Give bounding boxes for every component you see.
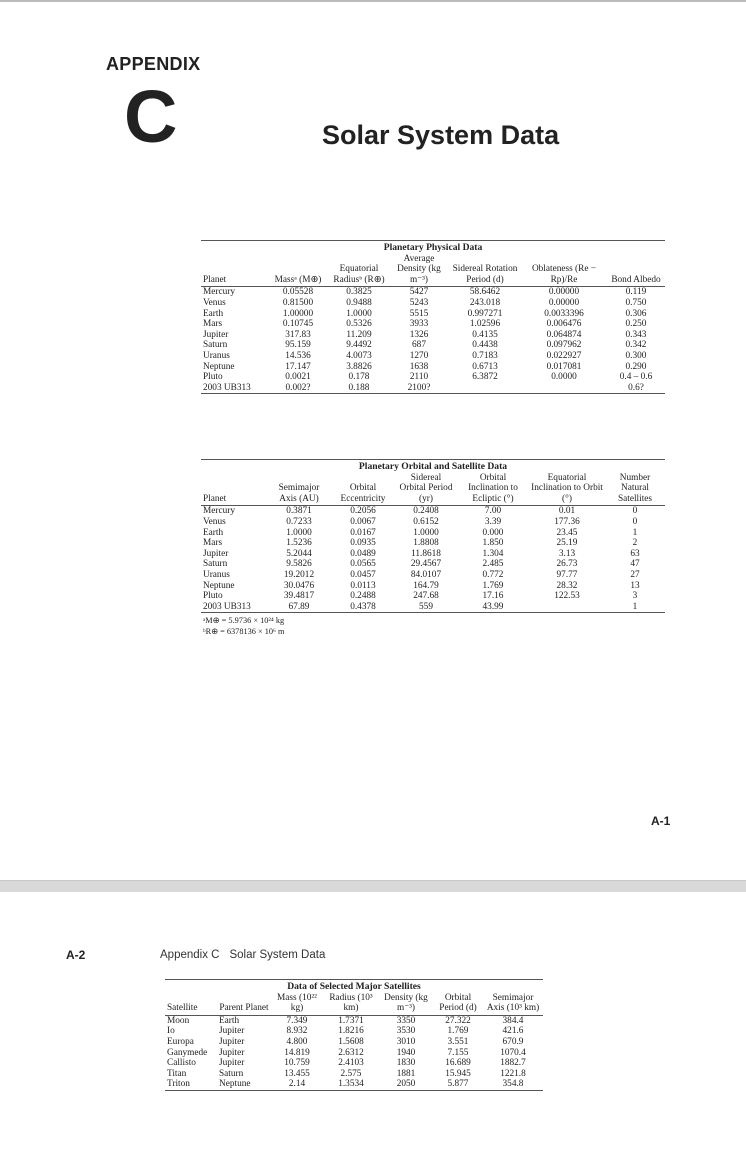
table-row (201, 506, 665, 517)
table-cell: 23.45 (556, 527, 578, 538)
table-cell: 0 (632, 516, 638, 527)
table-row (165, 1048, 543, 1059)
table-cell: Saturn (219, 1068, 244, 1079)
table-cell: 1326 (409, 329, 429, 340)
column-header: Bond Albedo (607, 254, 665, 287)
column-header: Equatorial Radiusᵇ (R⊕) (329, 254, 389, 287)
table-cell: 0.772 (482, 569, 504, 580)
table-cell: 27 (630, 569, 640, 580)
page-number: A-1 (651, 814, 671, 828)
orbital-table-title: Planetary Orbital and Satellite Data (358, 461, 508, 472)
table-cell: 9.5826 (286, 559, 312, 570)
table-cell: 5.2044 (286, 548, 312, 559)
table-cell: Earth (203, 527, 224, 538)
running-head-appendix: Appendix C (160, 949, 220, 961)
table-cell: 3.8826 (346, 361, 372, 372)
table-cell: 0.0489 (350, 548, 376, 559)
table-row (201, 517, 665, 528)
table-cell: Triton (165, 1079, 217, 1090)
table-cell: 3 (632, 591, 638, 602)
column-header: Average Density (kg m⁻³) (389, 254, 449, 287)
table-cell: Venus (203, 516, 226, 527)
table-cell: 0.000 (482, 527, 504, 538)
column-header: Number Natural Satellites (605, 473, 665, 506)
table-cell: 0.7233 (286, 516, 312, 527)
table-cell: 27.322 (445, 1015, 471, 1026)
table-cell: 2110 (409, 372, 429, 383)
table-cell: 1.769 (482, 580, 504, 591)
table-cell: 1.0000 (286, 527, 312, 538)
table-cell: 1.00000 (282, 308, 314, 319)
table-cell: 0.0021 (285, 372, 311, 383)
table-cell: 0.0000 (551, 372, 577, 383)
table-cell: 0.064874 (546, 329, 582, 340)
table-cell: 0.0113 (350, 580, 376, 591)
column-header: Oblateness (Re − Rp)/Re (521, 254, 607, 287)
table-cell: 16.689 (445, 1058, 471, 1069)
column-header: Planet (201, 254, 267, 287)
table-cell: 1.5608 (338, 1036, 364, 1047)
table-row (201, 528, 665, 539)
table-cell: 97.77 (556, 569, 578, 580)
table-cell: 43.99 (457, 602, 529, 613)
table-cell: 421.6 (502, 1026, 524, 1037)
table-cell: 0.01 (558, 506, 576, 517)
table-cell: 14.536 (285, 350, 311, 361)
physical-table-title: Planetary Physical Data (383, 242, 483, 253)
column-header: Orbital Inclination to Ecliptic (°) (457, 473, 529, 506)
table-cell: 0.250 (625, 319, 647, 330)
table-row (201, 340, 665, 351)
table-cell: Pluto (203, 372, 223, 383)
table-cell: 1.0000 (413, 527, 439, 538)
table-cell: 1270 (409, 350, 429, 361)
table-cell: 0.6152 (413, 516, 439, 527)
table-cell: 0.290 (625, 361, 647, 372)
table-cell: 6.3872 (472, 372, 498, 383)
table-cell: Jupiter (219, 1026, 245, 1037)
table-cell: 19.2012 (283, 569, 315, 580)
column-header: Equatorial Inclination to Orbit (°) (529, 473, 605, 506)
table-row (201, 351, 665, 362)
table-cell: 67.89 (267, 602, 331, 613)
table-cell: Neptune (203, 580, 235, 591)
column-header: Mass (10²² kg) (271, 993, 323, 1016)
appendix-label: APPENDIX (106, 54, 201, 74)
table-row (165, 1069, 543, 1080)
table-cell: 122.53 (554, 591, 580, 602)
orbital-footnotes (201, 615, 665, 637)
table-cell: 0.3871 (286, 506, 312, 517)
table-cell: 1.5236 (286, 538, 312, 549)
table-cell: 0.4 – 0.6 (619, 372, 653, 383)
table-cell: 14.819 (284, 1047, 310, 1058)
table-cell: 0.0067 (350, 516, 376, 527)
table-cell: Jupiter (203, 329, 229, 340)
column-header: Semimajor Axis (AU) (267, 473, 331, 506)
column-header: Semimajor Axis (10³ km) (483, 993, 543, 1016)
table-cell: Jupiter (219, 1047, 245, 1058)
table-cell: 0.306 (625, 308, 647, 319)
table-cell: 17.16 (482, 591, 504, 602)
table-cell: 317.83 (285, 329, 311, 340)
table-cell: 1070.4 (500, 1047, 526, 1058)
table-cell: 3.39 (484, 516, 502, 527)
table-cell: 2003 UB313 (201, 602, 267, 613)
table-cell: 0.300 (625, 350, 647, 361)
table-cell: Ganymede (167, 1047, 208, 1058)
table-row (201, 549, 665, 560)
table-cell: 0.997271 (467, 308, 503, 319)
table-cell: 17.147 (285, 361, 311, 372)
physical-data-table (201, 240, 665, 394)
column-header: Satellite (165, 993, 217, 1016)
table-cell: 2.4103 (338, 1058, 364, 1069)
table-row (201, 319, 665, 330)
table-cell: 47 (630, 559, 640, 570)
table-cell: 1.3534 (323, 1079, 379, 1090)
column-header: Sidereal Orbital Period (yr) (395, 473, 457, 506)
table-row (201, 362, 665, 373)
table-cell: Neptune (217, 1079, 271, 1090)
table-cell: 0.750 (625, 297, 647, 308)
table-cell: 15.945 (445, 1068, 471, 1079)
satellite-data-table (165, 979, 543, 1091)
column-header: Planet (201, 473, 267, 506)
table-cell: Jupiter (219, 1036, 245, 1047)
table-cell: 0.0565 (350, 559, 376, 570)
table-cell: 1.7371 (338, 1015, 364, 1026)
table-cell: 164.79 (413, 580, 439, 591)
table-cell: 0.343 (625, 329, 647, 340)
table-cell: 0.10745 (282, 319, 314, 330)
table-cell: 13.455 (284, 1068, 310, 1079)
table-cell: 26.73 (556, 559, 578, 570)
table-cell: 1.0000 (346, 308, 372, 319)
table-cell: 29.4567 (410, 559, 442, 570)
table-cell: 247.68 (413, 591, 439, 602)
table-cell: 177.36 (554, 516, 580, 527)
column-header: Parent Planet (217, 993, 271, 1016)
table-cell: Callisto (167, 1058, 196, 1069)
table-cell: 0.097962 (546, 340, 582, 351)
table-cell: 354.8 (483, 1079, 543, 1090)
table-cell: 8.932 (286, 1026, 308, 1037)
table-cell: Neptune (203, 361, 235, 372)
table-cell: 7.155 (447, 1047, 469, 1058)
table-cell: 670.9 (502, 1036, 524, 1047)
table-cell: 1.8808 (413, 538, 439, 549)
table-cell: 0.002? (267, 383, 329, 394)
table-cell: 7.00 (484, 506, 502, 517)
table-cell: 3.551 (447, 1036, 469, 1047)
table-cell: 1.850 (482, 538, 504, 549)
table-cell: 0.0167 (350, 527, 376, 538)
table-cell: 5515 (409, 308, 429, 319)
table-row (201, 559, 665, 570)
table-cell: Io (167, 1026, 175, 1037)
table-row (201, 309, 665, 320)
table-cell: 2.6312 (338, 1047, 364, 1058)
table-cell: 0.5326 (346, 319, 372, 330)
table-cell: 1638 (409, 361, 429, 372)
column-header: Density (kg m⁻³) (379, 993, 433, 1016)
table-row (165, 1037, 543, 1048)
table-cell: 4.0073 (346, 350, 372, 361)
table-cell: 243.018 (469, 297, 501, 308)
table-cell: 0.81500 (282, 297, 314, 308)
table-cell: 0.4135 (472, 329, 498, 340)
table-row (201, 330, 665, 341)
table-cell: 7.349 (286, 1015, 308, 1026)
running-head-title: Solar System Data (229, 949, 326, 961)
table-cell: 0.00000 (548, 287, 580, 298)
table-cell: 1.02596 (469, 319, 501, 330)
table-cell: Saturn (203, 559, 228, 570)
table-cell: Mars (203, 319, 223, 330)
table-cell: 0.6? (607, 383, 665, 394)
table-cell: 3350 (396, 1015, 416, 1026)
footnote-radius: ᵇR⊕ = 6378136 × 10⁶ m (203, 627, 285, 637)
table-cell: 687 (412, 340, 426, 351)
table-cell: Venus (203, 297, 226, 308)
table-cell: 9.4492 (346, 340, 372, 351)
table-cell: 0.0033396 (544, 308, 584, 319)
table-cell: 1881 (396, 1068, 416, 1079)
table-cell: 0.4438 (472, 340, 498, 351)
table-cell: 1940 (396, 1047, 416, 1058)
table-row (165, 1058, 543, 1069)
table-cell: 25.19 (556, 538, 578, 549)
table-cell: Mercury (203, 287, 236, 298)
column-header: Orbital Period (d) (433, 993, 483, 1016)
appendix-letter: C (124, 75, 178, 158)
table-cell: 1830 (396, 1058, 416, 1069)
table-cell: 0.7183 (472, 350, 498, 361)
table-cell: 0.0935 (350, 538, 376, 549)
table-cell: 2.14 (271, 1079, 323, 1090)
table-cell: Moon (167, 1015, 190, 1026)
table-cell: 1.769 (447, 1026, 469, 1037)
table-cell: 5427 (409, 287, 429, 298)
table-cell: 2 (632, 538, 638, 549)
table-row (201, 372, 665, 383)
table-cell (449, 383, 521, 394)
table-cell: Jupiter (219, 1058, 245, 1069)
table-cell: 2.575 (340, 1068, 362, 1079)
table-cell: 11.209 (346, 329, 372, 340)
table-cell: 0.3825 (346, 287, 372, 298)
table-cell: 1882.7 (500, 1058, 526, 1069)
column-header: Massᵃ (M⊕) (267, 254, 329, 287)
chapter-title: Solar System Data (322, 120, 560, 150)
table-cell: 84.0107 (410, 569, 442, 580)
table-cell: 39.4817 (283, 591, 315, 602)
table-cell: 1 (632, 527, 638, 538)
footnote-mass: ᵃM⊕ = 5.9736 × 10²⁴ kg (203, 616, 285, 626)
table-cell: 0.6713 (472, 361, 498, 372)
table-cell: Mercury (203, 506, 236, 517)
table-cell: Pluto (203, 591, 223, 602)
table-cell: Earth (203, 308, 224, 319)
table-cell: 28.32 (556, 580, 578, 591)
table-cell: 0 (632, 506, 638, 517)
table-cell: 58.6462 (469, 287, 501, 298)
page-two (0, 892, 746, 1174)
table-cell: Uranus (203, 350, 230, 361)
table-cell: 3530 (396, 1026, 416, 1037)
table-row (201, 538, 665, 549)
table-cell: 3010 (396, 1036, 416, 1047)
table-cell: 5243 (409, 297, 429, 308)
table-cell: 63 (630, 548, 640, 559)
table-cell: 0.119 (625, 287, 647, 298)
table-cell: 0.178 (348, 372, 370, 383)
table-cell: Jupiter (203, 548, 229, 559)
table-cell: 5.877 (433, 1079, 483, 1090)
table-cell: 1221.8 (500, 1068, 526, 1079)
satellite-table-title: Data of Selected Major Satellites (287, 981, 421, 992)
table-cell: 2050 (379, 1079, 433, 1090)
table-cell: Titan (167, 1068, 187, 1079)
table-cell: 4.800 (286, 1036, 308, 1047)
table-cell: 0.006476 (546, 319, 582, 330)
table-cell (529, 602, 605, 613)
table-cell: 10.759 (284, 1058, 310, 1069)
table-row (201, 287, 665, 298)
table-cell: 0.017081 (546, 361, 582, 372)
table-cell: Europa (167, 1036, 194, 1047)
table-cell: 95.159 (285, 340, 311, 351)
table-cell: 2100? (389, 383, 449, 394)
table-cell: 3933 (409, 319, 429, 330)
table-cell: 0.0457 (350, 569, 376, 580)
table-cell: Earth (219, 1015, 240, 1026)
table-row (201, 581, 665, 592)
running-head (160, 949, 325, 961)
table-row (201, 383, 665, 394)
table-row (165, 1079, 543, 1090)
table-cell: 0.188 (329, 383, 389, 394)
table-cell: 0.342 (625, 340, 647, 351)
table-cell: 0.2408 (413, 506, 439, 517)
column-header: Radius (10³ km) (323, 993, 379, 1016)
table-row (201, 602, 665, 613)
table-cell: Saturn (203, 340, 228, 351)
table-cell: 2.485 (482, 559, 504, 570)
column-header: Orbital Eccentricity (331, 473, 395, 506)
table-cell: 384.4 (502, 1015, 524, 1026)
table-cell: 1.8216 (338, 1026, 364, 1037)
page-number: A-2 (66, 948, 86, 962)
table-row (201, 298, 665, 309)
table-cell: 0.00000 (548, 297, 580, 308)
table-cell: 1.304 (482, 548, 504, 559)
table-cell (521, 383, 607, 394)
table-cell: 13 (630, 580, 640, 591)
table-row (165, 1026, 543, 1037)
table-cell: 0.2488 (350, 591, 376, 602)
column-header: Sidereal Rotation Period (d) (449, 254, 521, 287)
table-cell: 30.0476 (283, 580, 315, 591)
table-cell: Uranus (203, 569, 230, 580)
table-row (201, 591, 665, 602)
table-cell: 0.4378 (331, 602, 395, 613)
table-cell: 0.2056 (350, 506, 376, 517)
table-cell: 0.022927 (546, 350, 582, 361)
table-cell: 11.8618 (411, 548, 441, 559)
table-cell: Mars (203, 538, 223, 549)
table-row (165, 1015, 543, 1026)
table-cell: 559 (395, 602, 457, 613)
table-cell: 0.9488 (346, 297, 372, 308)
table-row (201, 570, 665, 581)
table-cell: 2003 UB313 (201, 383, 267, 394)
orbital-data-table (201, 459, 665, 637)
table-cell: 1 (605, 602, 665, 613)
table-cell: 3.13 (558, 548, 576, 559)
table-cell: 0.05528 (282, 287, 314, 298)
